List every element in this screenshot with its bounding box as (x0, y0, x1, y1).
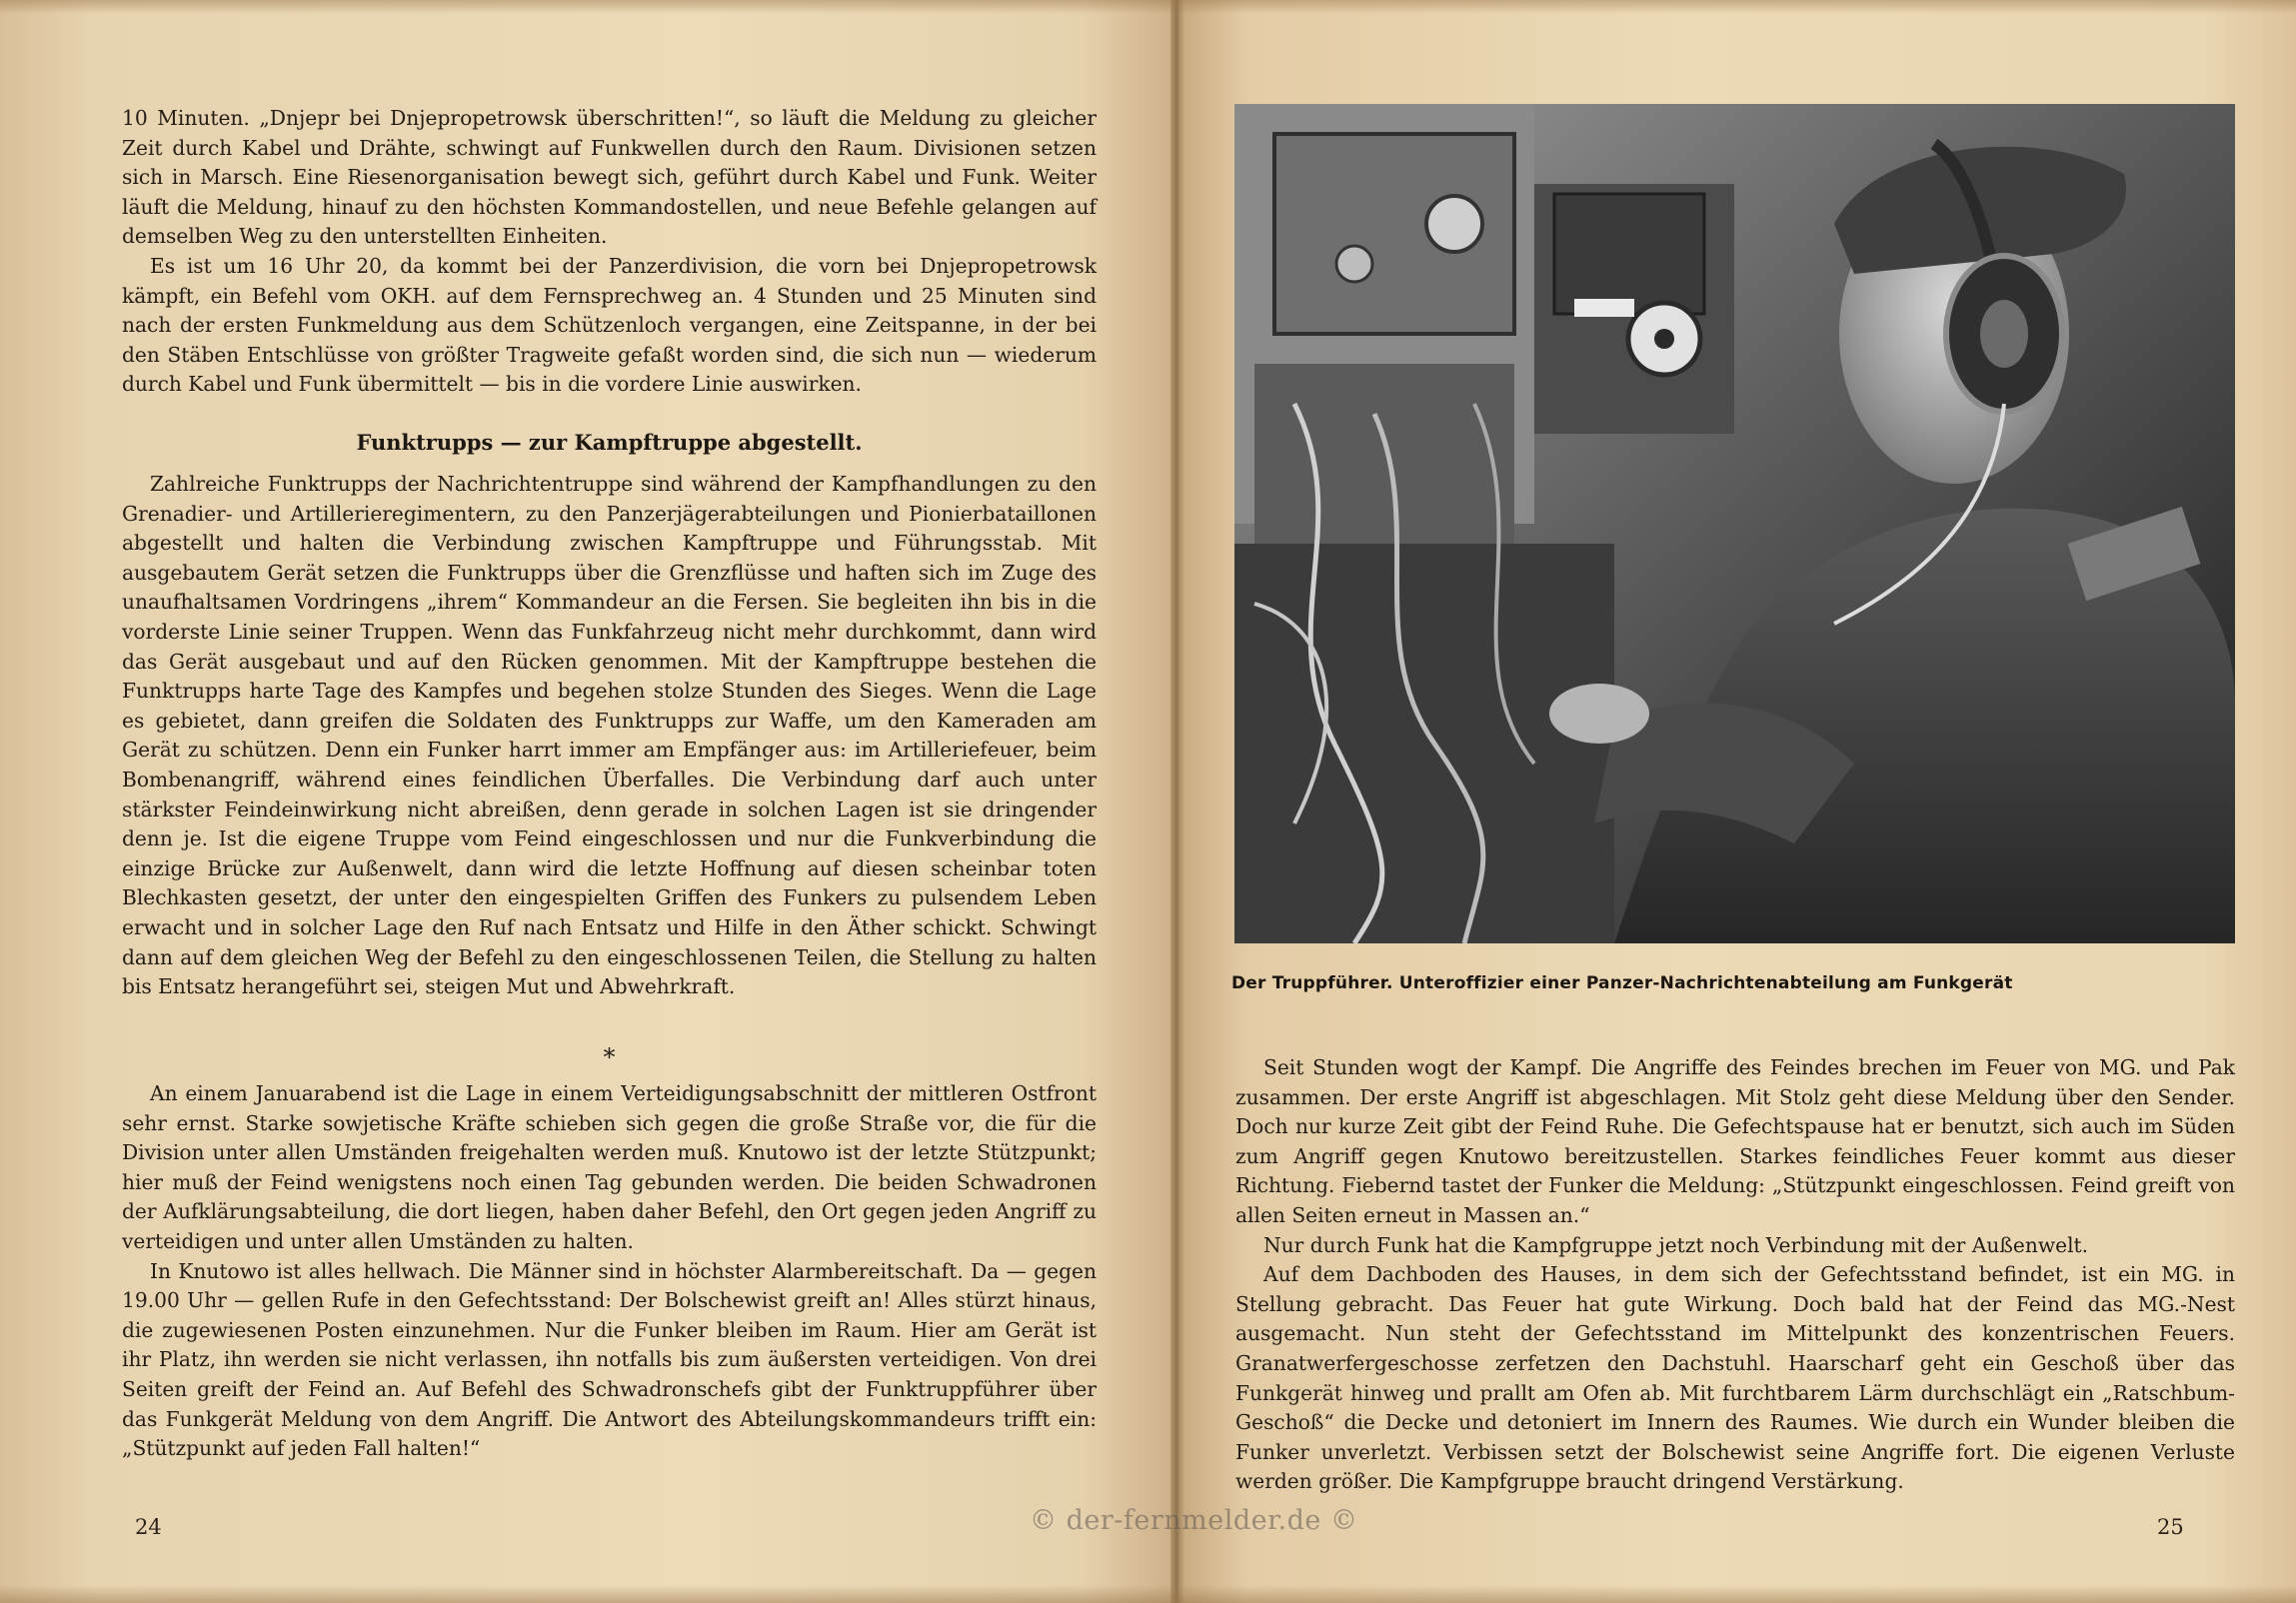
photo-radio-operator (1234, 104, 2235, 943)
left-text-middle (122, 470, 1097, 1002)
paragraph: Zahlreiche Funktrupps der Nachrichtentruppe sind während der Kampfhandlungen zu den Grenadier- und Artillerieregimentern, zu den Panzerjägerabteilungen und Pionierbataillonen abgestellt und halten die Verbindung zwischen Kampftruppe und Führungsstab. Mit ausgebautem Gerät setzen die Funktrupps über die Grenzflüsse und haften sich im Zuge des unaufhaltsamen Vordringens „ihrem“ Kommandeur an die Fersen. Sie begleiten ihn bis in die vorderste Linie seiner Truppen. Wenn das Funkfahrzeug nicht mehr durchkommt, dann wird das Gerät ausgebaut und auf den Rücken genommen. Mit der Kampftruppe bestehen die Funktrupps harte Tage des Kampfes und begehen stolze Stunden des Sieges. Wenn die Lage es gebietet, dann greifen die Soldaten des Funktrupps zur Waffe, um den Kameraden am Gerät zu schützen. Denn ein Funker harrt immer am Empfänger aus: im Artilleriefeuer, beim Bombenangriff, während eines feindlichen Überfalles. Die Verbindung darf auch unter stärkster Feindeinwirkung nicht abreißen, denn gerade in solchen Lagen ist sie dringender denn je. Ist die eigene Truppe vom Feind eingeschlossen und nur die Funkverbindung die einzige Brücke zur Außenwelt, dann wird die letzte Hoffnung auf diesen scheinbar toten Blechkasten gesetzt, der unter den eingespielten Griffen des Funkers zu pulsendem Leben erwacht und in solcher Lage den Ruf nach Entsatz und Hilfe in den Äther schickt. Schwingt dann auf dem gleichen Weg der Befehl zu den eingeschlossenen Teilen, die Stellung zu halten bis Entsatz herangeführt sei, steigen Mut und Abwehrkraft. (122, 472, 1097, 999)
book-gutter (1170, 0, 1184, 1603)
paragraph: An einem Januarabend ist die Lage in einem Verteidigungsabschnitt der mittleren Ostfront sehr ernst. Starke sowjetische Kräfte schieben sich gegen die große Straße vor, die für die Division unter allen Umständen freigehalten werden muß. Knutowo ist der letzte Stützpunkt; hier muß der Feind wenigstens noch einen Tag gebunden werden. Die beiden Schwadronen der Aufklärungsabteilung, die dort liegen, haben daher Befehl, den Ort gegen jeden Angriff zu verteidigen und unter allen Umständen zu halten. (122, 1081, 1097, 1253)
paragraph: 10 Minuten. „Dnjepr bei Dnjepropetrowsk überschritten!“, so läuft die Meldung zu gleicher Zeit durch Kabel und Drähte, schwingt auf Funkwellen durch den Raum. Divisionen setzen sich in Marsch. Eine Riesenorganisation bewegt sich, geführt durch Kabel und Funk. Weiter läuft die Meldung, hinauf zu den höchsten Kommandostellen, und neue Befehle gelangen auf demselben Weg zu den unterstellten Einheiten. (122, 106, 1097, 249)
paragraph: Auf dem Dachboden des Hauses, in dem sich der Gefechtsstand befindet, ist ein MG. in Stellung gebracht. Das Feuer hat gute Wirkung. Doch bald hat der Feind das MG.-Nest ausgemacht. Nun steht der Gefechtsstand im Mittelpunkt des konzentrischen Feuers. Granatwerfergeschosse zerfetzen den Dachstuhl. Haarscharf geht ein Geschoß über das Funkgerät hinweg und prallt am Ofen ab. Mit furchtbarem Lärm durchschlägt ein „Ratschbum-Geschoß“ die Decke und detoniert im Innern des Raumes. Wie durch ein Wunder bleiben die Funker unverletzt. Verbissen setzt der Bolschewist seine Angriffe fort. Die eigenen Verluste werden größer. Die Kampfgruppe braucht dringend Verstärkung. (1235, 1262, 2235, 1494)
paragraph: Nur durch Funk hat die Kampfgruppe jetzt noch Verbindung mit der Außenwelt. (1263, 1232, 2089, 1257)
page-edge-bottom (0, 1585, 2296, 1603)
page-number-left: 24 (135, 1515, 162, 1539)
paragraph: Es ist um 16 Uhr 20, da kommt bei der Panzerdivision, die vorn bei Dnjepropetrowsk kämpft, ein Befehl vom OKH. auf dem Fernsprechweg an. 4 Stunden und 25 Minuten sind nach der ersten Funkmeldung aus dem Schützenloch vergangen, eine Zeitspanne, in der bei den Stäben Entschlüsse von größter Tragweite gefaßt worden sind, die sich nun — wiederum durch Kabel und Funk übermittelt — bis in die vordere Linie auswirken. (122, 253, 1097, 397)
left-text-top (122, 104, 1097, 400)
section-separator: * (603, 1043, 616, 1071)
section-heading: Funktrupps — zur Kampftruppe abgestellt. (356, 430, 863, 455)
watermark: © der-fernmelder.de © (1030, 1505, 1358, 1536)
right-text (1235, 1053, 2235, 1497)
paragraph: Seit Stunden wogt der Kampf. Die Angriffe des Feindes brechen im Feuer von MG. und Pak zusammen. Der erste Angriff ist abgeschlagen. Mit Stolz geht diese Meldung über den Sender. Doch nur kurze Zeit gibt der Feind Ruhe. Die Gefechtspause hat er benutzt, sich auch im Süden zum Angriff gegen Knutowo bereitzustellen. Starkes feindliches Feuer kommt aus dieser Richtung. Fiebernd tastet der Funker die Meldung: „Stützpunkt eingeschlossen. Feind greift von allen Seiten erneut in Massen an.“ (1235, 1055, 2235, 1227)
page-edge-top (0, 0, 2296, 14)
paragraph: In Knutowo ist alles hellwach. Die Männer sind in höchster Alarmbereitschaft. Da — gegen 19.00 Uhr — gellen Rufe in den Gefechtsstand: Der Bolschewist greift an! Alles stürzt hinaus, die zugewiesenen Posten einzunehmen. Nur die Funker bleiben im Raum. Hier am Gerät ist ihr Platz, ihn werden sie nicht verlassen, ihn notfalls bis zum äußersten verteidigen. Von drei Seiten greift der Feind an. Auf Befehl des Schwadronschefs gibt der Funktruppführer über das Funkgerät Meldung von dem Angriff. Die Antwort des Abteilungskommandeurs trifft ein: „Stützpunkt auf jeden Fall halten!“ (122, 1258, 1097, 1461)
photo-caption: Der Truppführer. Unteroffizier einer Panzer-Nachrichtenabteilung am Funkgerät (1231, 973, 2013, 993)
left-text-bottom (122, 1079, 1097, 1464)
page-number-right: 25 (2157, 1515, 2184, 1539)
